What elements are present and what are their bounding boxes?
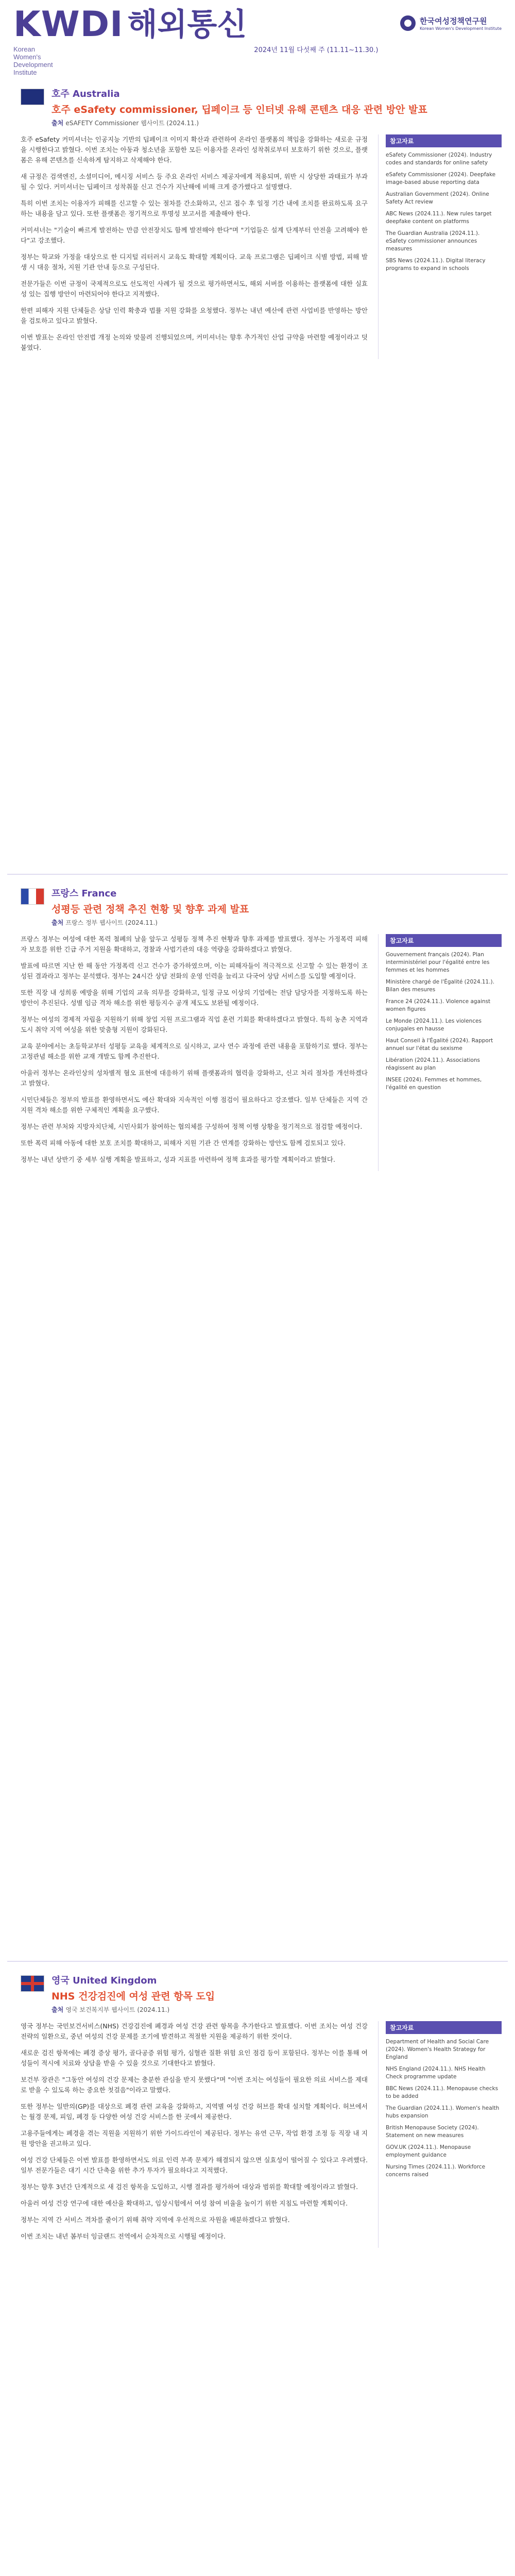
article-section (7, 1973, 508, 2248)
reference-item[interactable]: Australian Government (2024). Online Safety Act review (386, 191, 489, 205)
paragraph: 이번 조치는 내년 봄부터 잉글랜드 전역에서 순차적으로 시행될 예정이다. (21, 2232, 226, 2240)
section-divider (7, 874, 508, 875)
article-body (7, 934, 508, 1171)
institute-logo (400, 15, 502, 31)
country-label: 호주 Australia (52, 89, 120, 99)
country-flag-icon (21, 1975, 44, 1992)
reference-item[interactable]: eSafety Commissioner (2024). Industry codes and standards for online safety (386, 152, 492, 166)
paragraph: 고용주들에게는 폐경을 겪는 직원을 지원하기 위한 가이드라인이 제공된다. 정부는 유연 근무, 작업 환경 조정 등 직장 내 지원 방안을 권고하고 있다. (21, 2129, 368, 2147)
paragraph: 또한 직장 내 성희롱 예방을 위해 기업의 교육 의무를 강화하고, 일정 규모 이상의 기업에는 전담 담당자를 지정하도록 하는 방안이 추진된다. 성별 임금 격차 해소를 위한 평등지수 공개 제도도 보완될 예정이다. (21, 989, 368, 1007)
sub-eng-line: Development (13, 61, 53, 69)
reference-item[interactable]: France 24 (2024.11.). Violence against women figures (386, 998, 491, 1012)
paragraph: 이번 발표는 온라인 안전법 개정 논의와 맞물려 진행되었으며, 커미셔너는 향후 추가적인 산업 규약을 마련할 예정이라고 덧붙였다. (21, 333, 368, 351)
sub-eng-line: Women's (13, 53, 41, 61)
source-label: 출처 (52, 120, 66, 127)
source-text: eSAFETY Commissioner 웹사이트 (2024.11.) (65, 120, 199, 127)
institute-name-en: Korean Women's Development Institute (420, 26, 502, 31)
paragraph: 또한 정부는 일반의(GP)를 대상으로 폐경 관련 교육을 강화하고, 지역별 여성 건강 허브를 확대 설치할 계획이다. 허브에서는 월경 문제, 피임, 폐경 등 다양한 여성 건강 서비스를 한 곳에서 제공한다. (21, 2103, 368, 2121)
sub-eng-line: Korean (13, 45, 35, 53)
article-text (7, 134, 368, 359)
reference-item[interactable]: Nursing Times (2024.11.). Workforce concerns raised (386, 2164, 486, 2178)
reference-item[interactable]: Libération (2024.11.). Associations réagissent au plan (386, 1057, 480, 1071)
paragraph: 발표에 따르면 지난 한 해 동안 가정폭력 신고 건수가 증가하였으며, 이는 피해자들이 적극적으로 신고할 수 있는 환경이 조성된 결과라고 정부는 분석했다. 정부는 24시간 상담 전화의 운영 인력을 늘리고 다국어 상담 서비스를 도입할 예정이다. (21, 962, 368, 980)
institute-name: 한국여성정책연구원 (420, 16, 487, 26)
article-source (52, 2005, 215, 2014)
reference-item[interactable]: INSEE (2024). Femmes et hommes, l'égalité en question (386, 1077, 482, 1091)
country-label: 영국 United Kingdom (52, 1975, 157, 1986)
article-text (7, 2021, 368, 2248)
paragraph: 또한 폭력 피해 아동에 대한 보호 조치를 확대하고, 피해자 지원 기관 간 연계를 강화하는 방안도 함께 검토되고 있다. (21, 1139, 346, 1147)
section-divider (7, 1961, 508, 1962)
paragraph: 아울러 여성 건강 연구에 대한 예산을 확대하고, 임상시험에서 여성 참여 비율을 높이기 위한 지침도 마련할 계획이다. (21, 2199, 348, 2207)
logo-area (13, 4, 247, 76)
sub-eng-line: Institute (13, 69, 37, 76)
reference-item[interactable]: Ministère chargé de l'Égalité (2024.11.). Bilan des mesures (386, 979, 494, 993)
paragraph: 한편 피해자 지원 단체들은 상담 인력 확충과 법률 지원 강화를 요청했다. 정부는 내년 예산에 관련 사업비를 반영하는 방안을 검토하고 있다고 밝혔다. (21, 307, 368, 325)
paragraph: 커미셔너는 "기술이 빠르게 발전하는 만큼 안전장치도 함께 발전해야 한다"며 "기업들은 설계 단계부터 안전을 고려해야 한다"고 강조했다. (21, 226, 368, 244)
article-title: 호주 eSafety commissioner, 딥페이크 등 인터넷 유해 콘텐츠 대응 관련 방안 발표 (52, 104, 427, 115)
reference-item[interactable]: SBS News (2024.11.). Digital literacy programs to expand in schools (386, 258, 486, 272)
paragraph: 여성 건강 단체들은 이번 발표를 환영하면서도 의료 인력 부족 문제가 해결되지 않으면 실효성이 떨어질 수 있다고 우려했다. 일부 전문가들은 대기 시간 단축을 위한 추가 투자가 필요하다고 지적했다. (21, 2156, 368, 2174)
article-header (7, 886, 508, 927)
source-text: 영국 보건복지부 웹사이트 (2024.11.) (65, 2006, 170, 2013)
reference-item[interactable]: eSafety Commissioner (2024). Deepfake image-based abuse reporting data (386, 172, 496, 185)
reference-item[interactable]: Department of Health and Social Care (2024). Women's Health Strategy for England (386, 2039, 489, 2060)
country-label: 프랑스 France (52, 888, 117, 899)
paragraph: 새 규정은 검색엔진, 소셜미디어, 메시징 서비스 등 주요 온라인 서비스 제공자에게 적용되며, 위반 시 상당한 과태료가 부과될 수 있다. 커미셔너는 딥페이크 성착취물 신고 건수가 지난해에 비해 크게 증가했다고 설명했다. (21, 173, 368, 191)
paragraph: 새로운 검진 항목에는 폐경 증상 평가, 골다공증 위험 평가, 심혈관 질환 위험 요인 점검 등이 포함된다. 정부는 이를 통해 여성들이 적시에 치료와 상담을 받을 수 있을 것으로 기대한다고 밝혔다. (21, 2049, 368, 2067)
reference-item[interactable]: The Guardian Australia (2024.11.). eSafety commissioner announces measures (386, 230, 480, 252)
paragraph: 시민단체들은 정부의 발표를 환영하면서도 예산 확대와 지속적인 이행 점검이 필요하다고 강조했다. 일부 단체들은 지역 간 지원 격차 해소를 위한 구체적인 계획을 요구했다. (21, 1096, 368, 1114)
paragraph: 호주 eSafety 커미셔너는 인공지능 기반의 딥페이크 이미지 확산과 관련하여 온라인 플랫폼의 책임을 강화하는 새로운 규정을 시행한다고 밝혔다. 이번 조치는 아동과 청소년을 포함한 모든 이용자를 온라인 성착취로부터 보호하기 위한 것으로, 플랫폼은 유해 콘텐츠를 신속하게 탐지하고 삭제해야 한다. (21, 135, 368, 164)
article-body (7, 2021, 508, 2248)
paragraph: 정부는 향후 3년간 단계적으로 새 검진 항목을 도입하고, 시행 결과를 평가하여 대상과 범위를 확대할 예정이라고 밝혔다. (21, 2183, 358, 2191)
paragraph: 정부는 내년 상반기 중 세부 실행 계획을 발표하고, 성과 지표를 마련하여 정책 효과를 평가할 계획이라고 밝혔다. (21, 1156, 335, 1163)
references-heading: 참고자료 (386, 134, 502, 147)
references-heading: 참고자료 (386, 934, 502, 947)
article-text (7, 934, 368, 1171)
references-sidebar (378, 934, 502, 1171)
paragraph: 보건부 장관은 "그동안 여성의 건강 문제는 충분한 관심을 받지 못했다"며 "이번 조치는 여성들이 필요한 의료 서비스를 제대로 받을 수 있도록 하는 중요한 첫걸음"이라고 말했다. (21, 2076, 368, 2094)
reference-item[interactable]: GOV.UK (2024.11.). Menopause employment guidance (386, 2144, 471, 2158)
article-source (52, 118, 427, 127)
references-heading: 참고자료 (386, 2021, 502, 2034)
references-sidebar (378, 2021, 502, 2248)
reference-item[interactable]: ABC News (2024.11.). New rules target deepfake content on platforms (386, 211, 492, 225)
reference-item[interactable]: Haut Conseil à l'Égalité (2024). Rapport annuel sur l'état du sexisme (386, 1038, 493, 1052)
reference-item[interactable]: The Guardian (2024.11.). Women's health hubs expansion (386, 2105, 500, 2119)
country-flag-icon (21, 888, 44, 905)
article-section (7, 886, 508, 1171)
article-source (52, 918, 249, 927)
paragraph: 영국 정부는 국민보건서비스(NHS) 건강검진에 폐경과 여성 건강 관련 항목을 추가한다고 발표했다. 이번 조치는 여성 건강 전략의 일환으로, 중년 여성의 건강 문제를 조기에 발견하고 적절한 지원을 제공하기 위한 것이다. (21, 2022, 368, 2040)
source-text: 프랑스 정부 웹사이트 (2024.11.) (65, 919, 158, 926)
institute-emblem-icon (400, 15, 416, 31)
paragraph: 전문가들은 이번 규정이 국제적으로도 선도적인 사례가 될 것으로 평가하면서도, 해외 서버를 이용하는 플랫폼에 대한 실효성 있는 집행 방안이 마련되어야 한다고 지적했다. (21, 280, 368, 298)
article-header (7, 1973, 508, 2014)
source-label: 출처 (52, 2006, 66, 2013)
institute-eng-lines (13, 45, 247, 76)
paragraph: 정부는 지역 간 서비스 격차를 줄이기 위해 취약 지역에 우선적으로 자원을 배분하겠다고 밝혔다. (21, 2216, 290, 2224)
paragraph: 정부는 학교와 가정을 대상으로 한 디지털 리터러시 교육도 확대할 계획이다. 교육 프로그램은 딥페이크 식별 방법, 피해 발생 시 대응 절차, 지원 기관 안내 등으로 구성된다. (21, 253, 368, 271)
issue-date: 2024년 11월 다섯째 주 (11.11~11.30.) (254, 46, 379, 54)
paragraph: 정부는 관련 부처와 지방자치단체, 시민사회가 참여하는 협의체를 구성하여 정책 이행 상황을 정기적으로 점검할 예정이다. (21, 1123, 363, 1130)
article-header (7, 87, 508, 127)
paragraph: 정부는 여성의 경제적 자립을 지원하기 위해 창업 지원 프로그램과 직업 훈련 기회를 확대하겠다고 밝혔다. 특히 농촌 지역과 도시 취약 지역 여성을 위한 맞춤형 지원이 강화된다. (21, 1015, 368, 1033)
paragraph: 프랑스 정부는 여성에 대한 폭력 철폐의 날을 앞두고 성평등 정책 추진 현황과 향후 과제를 발표했다. 정부는 가정폭력 피해자 보호를 위한 긴급 주거 지원을 확대하고, 경찰과 사법기관의 대응 역량을 강화하겠다고 밝혔다. (21, 935, 368, 953)
article-title: 성평등 관련 정책 추진 현황 및 향후 과제 발표 (52, 904, 249, 915)
country-flag-icon (21, 89, 44, 105)
reference-item[interactable]: British Menopause Society (2024). Statement on new measures (386, 2125, 479, 2139)
article-section (7, 87, 508, 359)
references-sidebar (378, 134, 502, 359)
reference-item[interactable]: BBC News (2024.11.). Menopause checks to be added (386, 2086, 499, 2099)
reference-item[interactable]: Gouvernement français (2024). Plan interministériel pour l'égalité entre les femmes et les hommes (386, 952, 490, 973)
article-title: NHS 건강검진에 여성 관련 항목 도입 (52, 1991, 215, 2002)
reference-item[interactable]: NHS England (2024.11.). NHS Health Check programme update (386, 2066, 486, 2080)
logo-kr-text: 해외통신 (127, 7, 247, 43)
logo-text: KWDI (13, 4, 124, 45)
paragraph: 특히 이번 조치는 이용자가 피해를 신고할 수 있는 절차를 간소화하고, 신고 접수 후 일정 기간 내에 조치를 완료하도록 요구하는 내용을 담고 있다. 또한 플랫폼은 정기적으로 투명성 보고서를 제출해야 한다. (21, 199, 368, 217)
article-body (7, 134, 508, 359)
paragraph: 아울러 정부는 온라인상의 성차별적 혐오 표현에 대응하기 위해 플랫폼과의 협력을 강화하고, 신고 처리 절차를 개선하겠다고 밝혔다. (21, 1069, 368, 1087)
header (0, 0, 515, 77)
reference-item[interactable]: Le Monde (2024.11.). Les violences conjugales en hausse (386, 1018, 482, 1032)
paragraph: 교육 분야에서는 초등학교부터 성평등 교육을 체계적으로 실시하고, 교사 연수 과정에 관련 내용을 포함하기로 했다. 정부는 고정관념 해소를 위한 교재 개발도 함께 추진한다. (21, 1042, 368, 1060)
source-label: 출처 (52, 919, 66, 926)
